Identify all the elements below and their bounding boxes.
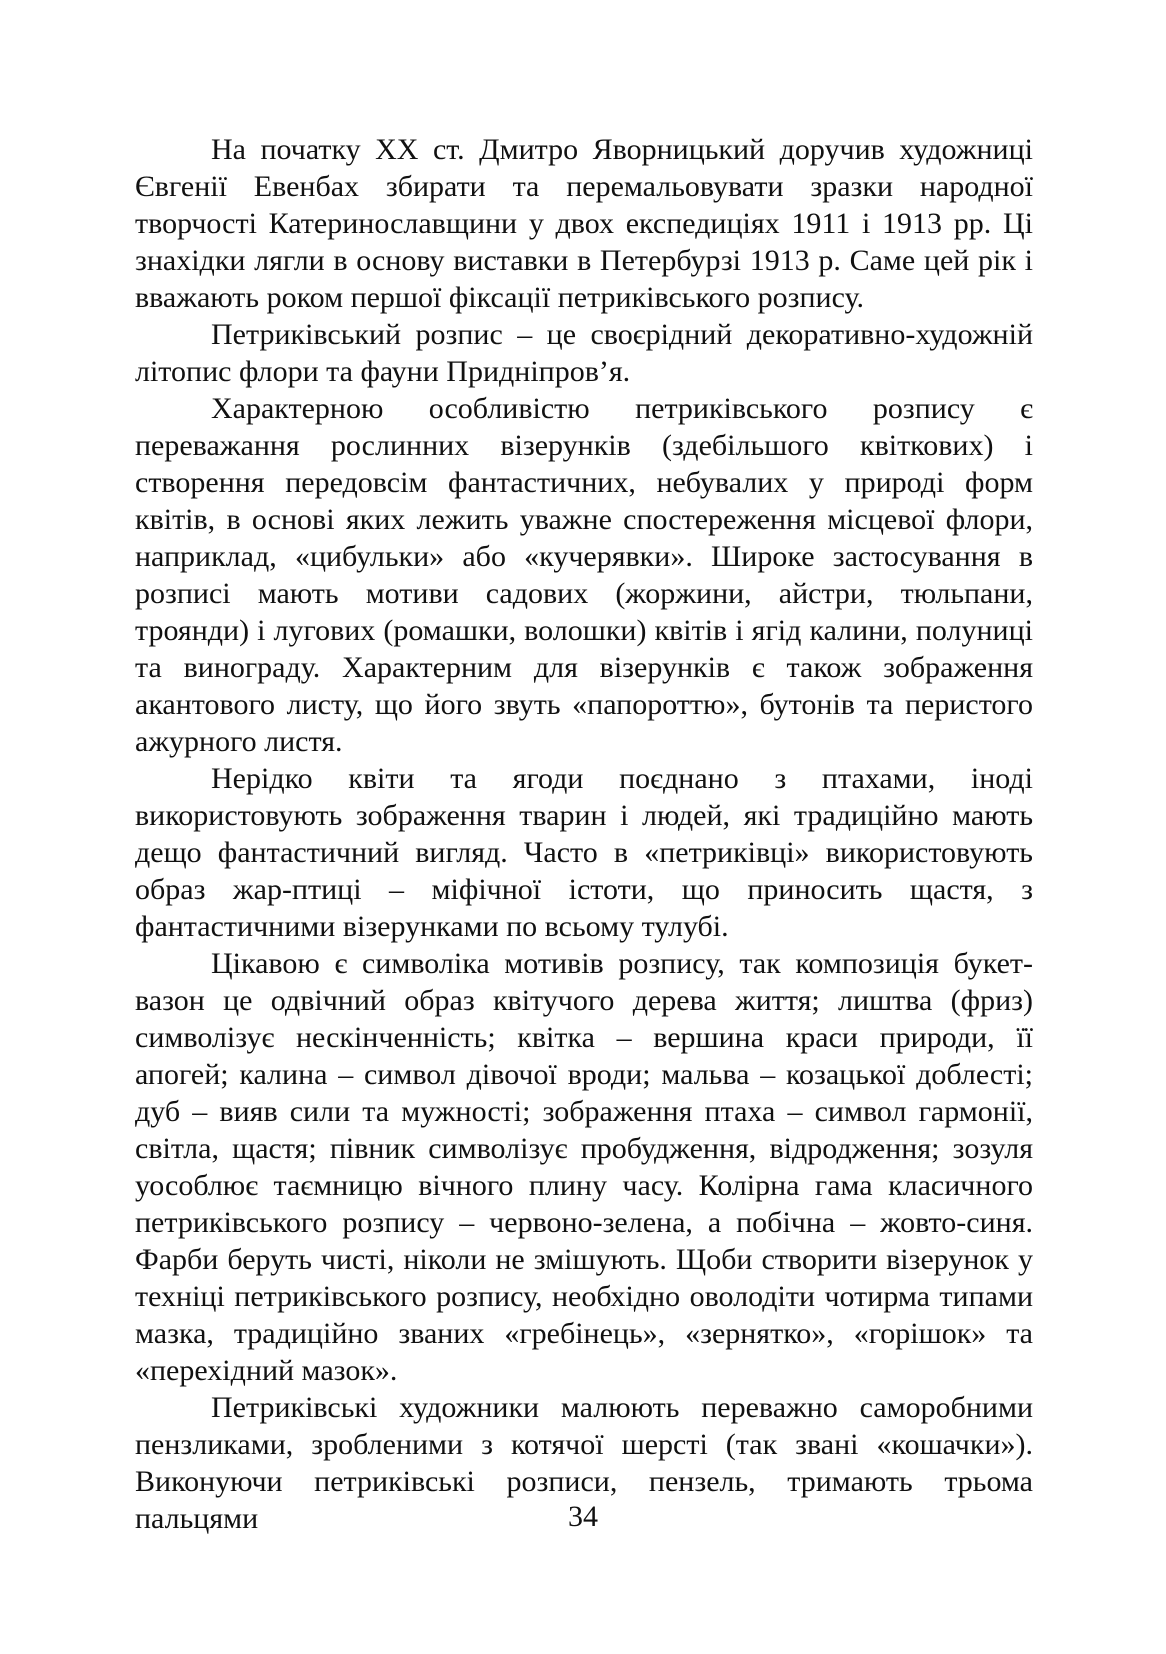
page-number: 34 (568, 1500, 598, 1533)
paragraph-5: Цікавою є символіка мотивів розпису, так композиція букет-вазон це одвічний образ квітучого дерева життя; лиштва (фриз) символізує нескінченність; квітка – вершина краси природи, її апогей; калина – символ дівочої вроди; мальва – козацької доблесті; дуб – вияв сили та мужності; зображення птаха – символ гармонії, світла, щастя; півник символізує пробудження, відродження; зозуля уособлює таємницю вічного плину часу. Колірна гама класичного петриківського розпису – червоно-зелена, а побічна – жовто-синя. Фарби беруть чисті, ніколи не змішують. Щоби створити візерунок у техніці петриківського розпису, необхідно оволодіти чотирма типами мазка, традиційно званих «гребінець», «зернятко», «горішок» та «перехідний мазок». (135, 947, 1033, 1387)
page-body (135, 131, 1033, 1537)
paragraph-1: На початку ХХ ст. Дмитро Яворницький доручив художниці Євгенії Евенбах збирати та перемальовувати зразки народної творчості Катеринославщини у двох експедиціях 1911 і 1913 рр. Ці знахідки лягли в основу виставки в Петербурзі 1913 р. Саме цей рік і вважають роком першої фіксації петриківського розпису. (135, 133, 1033, 314)
paragraph-2: Петриківський розпис – це своєрідний декоративно-художній літопис флори та фауни Придніпров’я. (135, 318, 1033, 388)
paragraph-4: Нерідко квіти та ягоди поєднано з птахами, іноді використовують зображення тварин і людей, які традиційно мають дещо фантастичний вигляд. Часто в «петриківці» використовують образ жар-птиці – міфічної істоти, що приносить щастя, з фантастичними візерунками по всьому тулубі. (135, 762, 1033, 943)
paragraph-6: Петриківські художники малюють переважно саморобними пензликами, зробленими з котячої шерсті (так звані «кошачки»). Виконуючи петриківські розписи, пензель, тримають трьома пальцями (135, 1391, 1033, 1535)
paragraph-3: Характерною особливістю петриківського розпису є переважання рослинних візерунків (здебільшого квіткових) і створення передовсім фантастичних, небувалих у природі форм квітів, в основі яких лежить уважне спостереження місцевої флори, наприклад, «цибульки» або «кучерявки». Широке застосування в розписі мають мотиви садових (жоржини, айстри, тюльпани, троянди) і лугових (ромашки, волошки) квітів і ягід калини, полуниці та винограду. Характерним для візерунків є також зображення акантового листу, що його звуть «папороттю», бутонів та перистого ажурного листя. (135, 392, 1033, 758)
